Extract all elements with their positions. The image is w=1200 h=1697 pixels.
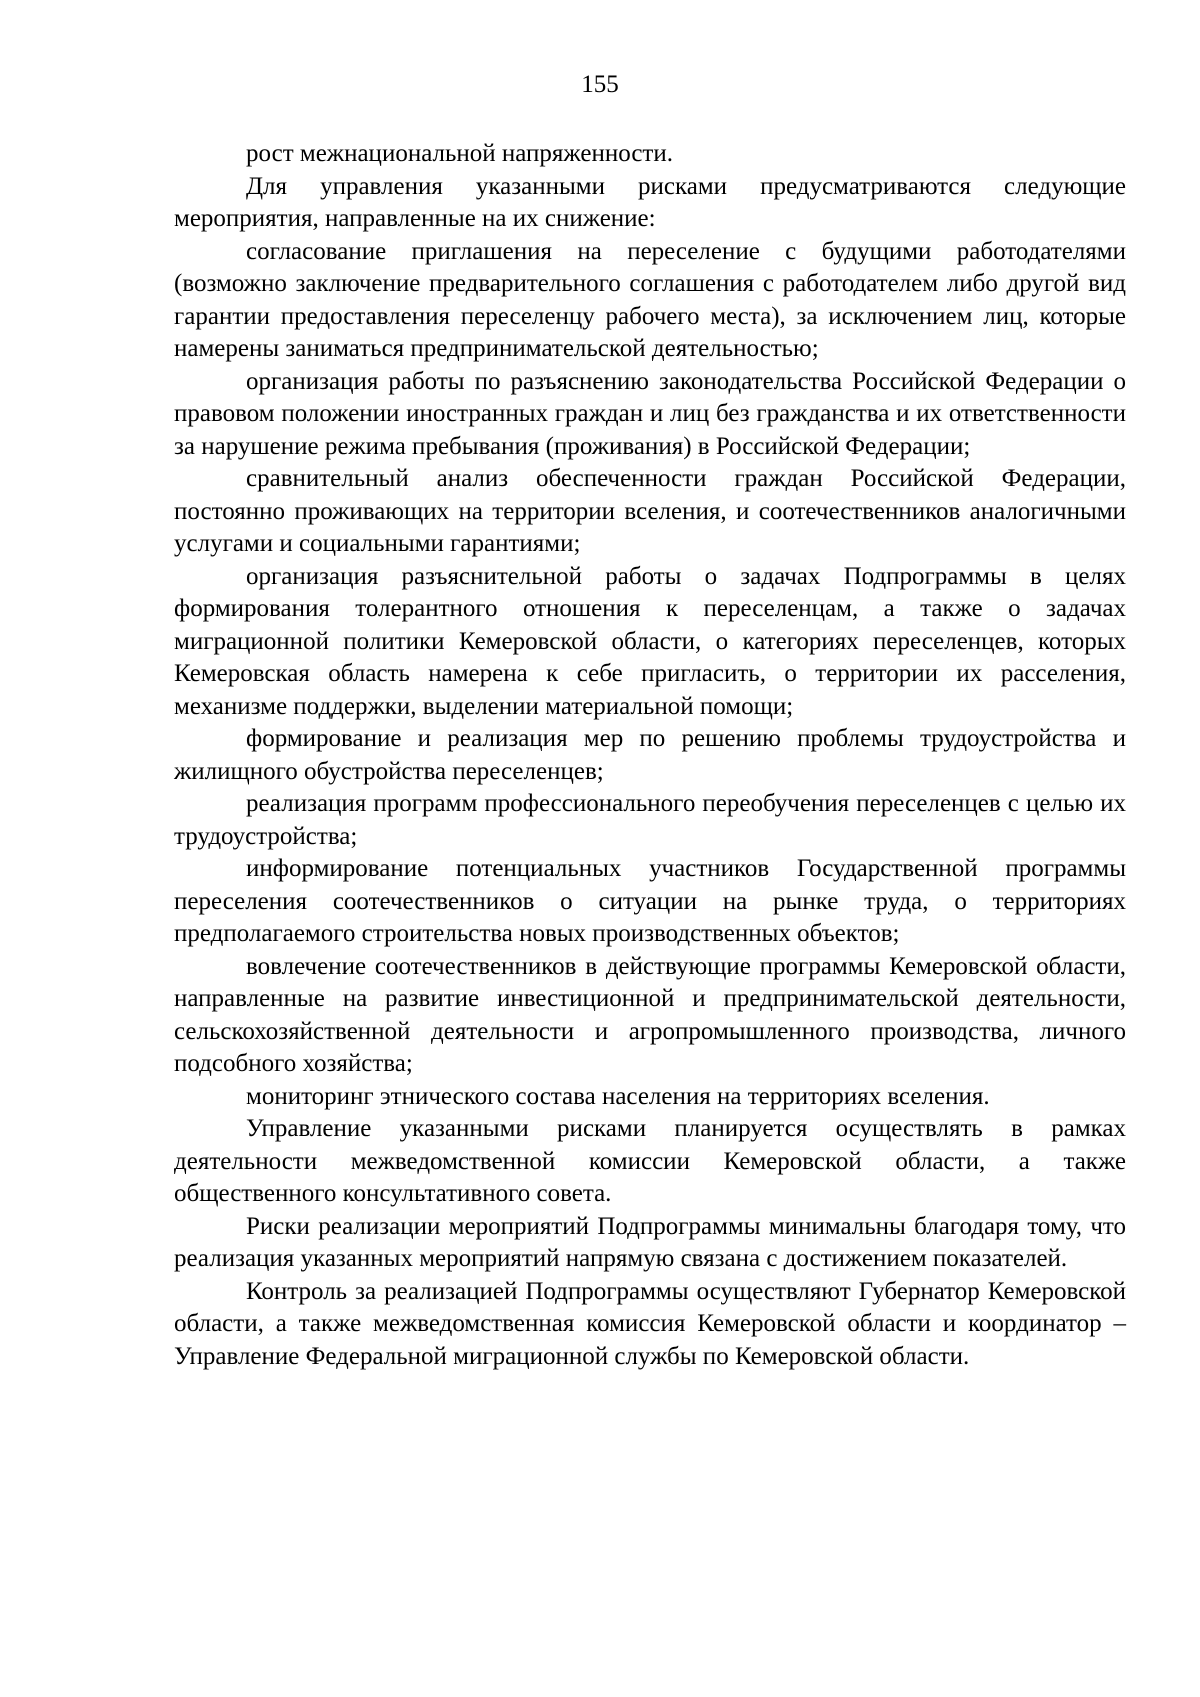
paragraph-informing-participants: информирование потенциальных участников Государственной программы переселения соотечественников о ситуации на рынке труда, о территориях предполагаемого строительства новых производственных объектов; <box>174 855 1126 947</box>
paragraph-employment-housing: формирование и реализация мер по решению проблемы трудоустройства и жилищного обустройства переселенцев; <box>174 725 1126 785</box>
paragraph-control: Контроль за реализацией Подпрограммы осуществляют Губернатор Кемеровской области, а также межведомственная комиссия Кемеровской области и координатор – Управление Федеральной миграционной службы по Кемеровской области. <box>174 1277 1126 1370</box>
paragraph-ethnic-monitoring: мониторинг этнического состава населения на территориях вселения. <box>246 1082 990 1110</box>
paragraph-employer-agreement: согласование приглашения на переселение с будущими работодателями (возможно заключение предварительного соглашения с работодателем либо другой вид гарантии предоставления переселенцу рабочего места), за исключением лиц, которые намерены заниматься предпринимательской деятельностью; <box>174 237 1126 362</box>
paragraph-outreach-work: организация разъяснительной работы о задачах Подпрограммы в целях формирования толерантного отношения к переселенцам, а также о задачах миграционной политики Кемеровской области, о категориях переселенцев, которых Кемеровская область намерена к себе пригласить, о территории их расселения, механизме поддержки, выделении материальной помощи; <box>174 562 1126 720</box>
paragraph-risk-measures-intro: Для управления указанными рисками предусматриваются следующие мероприятия, направленные на их снижение: <box>174 172 1126 232</box>
page-number: 155 <box>581 71 619 98</box>
paragraph-legal-explanation: организация работы по разъяснению законодательства Российской Федерации о правовом положении иностранных граждан и лиц без гражданства и их ответственности за нарушение режима пребывания (проживания) в Российской Федерации; <box>174 367 1126 460</box>
paragraph-retraining: реализация программ профессионального переобучения переселенцев с целью их трудоустройства; <box>174 790 1126 850</box>
paragraph-continuation: рост межнациональной напряженности. <box>246 140 673 167</box>
document-body <box>174 138 1126 1373</box>
paragraph-comparative-analysis: сравнительный анализ обеспеченности граждан Российской Федерации, постоянно проживающих на территории вселения, и соотечественников аналогичными услугами и социальными гарантиями; <box>174 465 1126 557</box>
paragraph-minimal-risks: Риски реализации мероприятий Подпрограммы минимальны благодаря тому, что реализация указанных мероприятий напрямую связана с достижением показателей. <box>174 1212 1126 1272</box>
paragraph-involvement-programs: вовлечение соотечественников в действующие программы Кемеровской области, направленные на развитие инвестиционной и предпринимательской деятельности, сельскохозяйственной деятельности и агропромышленного производства, личного подсобного хозяйства; <box>174 952 1126 1077</box>
paragraph-risk-management-commission: Управление указанными рисками планируется осуществлять в рамках деятельности межведомственной комиссии Кемеровской области, а также общественного консультативного совета. <box>174 1115 1126 1207</box>
